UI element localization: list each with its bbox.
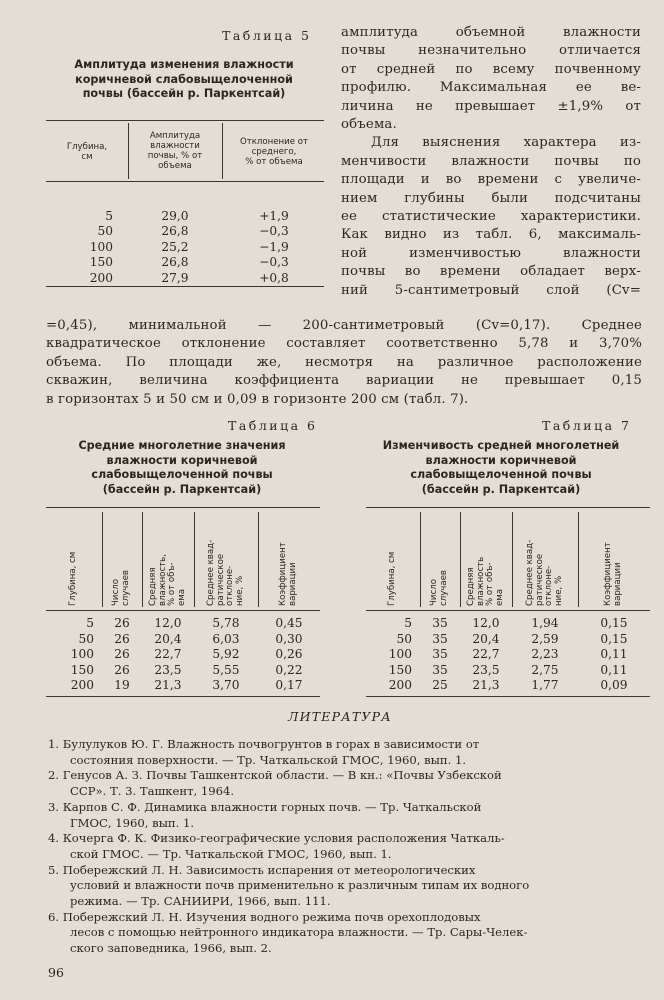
table6-cell: 5 <box>86 616 94 630</box>
table6-cell: 0,26 <box>275 647 303 661</box>
table6-cell: 21,3 <box>154 678 182 692</box>
table7-cell: 0,15 <box>600 616 628 630</box>
table6-cell: 26 <box>114 631 130 646</box>
table6-title: Средние многолетние значения влажности коричневой слабовыщелоченной почвы (бассейн р. Паркентсай) <box>78 439 286 496</box>
table6-cell: 23,5 <box>154 662 182 677</box>
table7-vrule <box>460 512 461 607</box>
table5-cell: +0,8 <box>259 270 289 285</box>
table6-cell: 20,4 <box>154 631 182 646</box>
table7-header-line: % от объ- <box>484 562 495 606</box>
table6-cell: 26 <box>114 616 130 630</box>
table6-header-line: Глубина, см <box>68 551 79 606</box>
table6-cell: 50 <box>78 631 94 646</box>
table6-cell: 0,22 <box>275 662 303 677</box>
table6-cell: 0,45 <box>275 616 303 630</box>
literature-ref-line: 3. Карпов С. Ф. Динамика влажности горных почв. — Тр. Чаткальской <box>48 799 482 814</box>
table7-cell: 35 <box>432 631 448 646</box>
table7-cell: 100 <box>388 647 412 661</box>
table5-header-depth: Глубина, см <box>66 142 108 162</box>
table6-header-line: влажность, <box>157 554 168 606</box>
table5-cell: 25,2 <box>161 239 189 254</box>
literature-ref-line: режима. — Тр. САНИИРИ, 1966, вып. 111. <box>70 894 331 908</box>
table7-cell: 0,11 <box>600 647 628 661</box>
table6-header-col <box>207 540 245 606</box>
table5-cell: 26,8 <box>161 224 189 239</box>
table6-cell: 100 <box>70 647 94 661</box>
table5-cell: −0,3 <box>259 224 289 239</box>
table5-cell: 27,9 <box>161 270 189 285</box>
table7-header-col <box>388 552 398 606</box>
table7-header-line: ратическое <box>534 553 545 606</box>
table6-header-line: % от объ- <box>166 562 177 606</box>
table7-header-col <box>604 542 623 606</box>
table7-header-line: влажность <box>475 556 486 606</box>
table6-header-line: случаев <box>120 570 131 606</box>
table7-cell: 2,59 <box>531 631 559 646</box>
table5-cell: 200 <box>89 270 113 285</box>
literature-ref-line: ского заповедника, 1966, вып. 2. <box>70 941 272 956</box>
literature-ref-line: ГМОС, 1960, вып. 1. <box>70 815 195 830</box>
table5-top-rule <box>46 120 324 121</box>
literature-ref-line: 1. Булулуков Ю. Г. Влажность почвогрунтов в горах в зависимости от <box>48 737 480 751</box>
table6-header-col <box>69 552 79 606</box>
table5-cell: +1,9 <box>259 209 289 223</box>
table7-vrule <box>420 512 421 607</box>
table7-header-line: ема <box>494 588 505 606</box>
table7-header-col <box>526 540 564 606</box>
table7-cell: 20,4 <box>472 631 500 646</box>
literature-ref-line: 2. Генусов А. З. Почвы Ташкентской области. — В кн.: «Почвы Узбекской <box>48 768 502 783</box>
table7-header-line: Среднее квад- <box>524 539 535 606</box>
table7-cell: 0,15 <box>600 631 628 646</box>
literature-ref-line: 4. Кочерга Ф. К. Физико-географические условия расположения Чаткаль- <box>48 831 505 846</box>
table7-header-line: случаев <box>438 570 449 606</box>
literature-ref-line: ССР». Т. 3. Ташкент, 1964. <box>70 784 235 799</box>
table7-cell: 22,7 <box>472 647 500 661</box>
literature-heading: ЛИТЕРАТУРА <box>288 709 392 724</box>
table6-top-rule <box>46 507 320 508</box>
table6-header-line: ема <box>176 588 187 606</box>
table5-cell: 50 <box>97 224 113 239</box>
table5-bottom-rule <box>46 286 324 287</box>
table7-header-line: Глубина, см <box>387 551 398 606</box>
right-column-text: амплитуда объемной влажности почвы незначительно отличается от средней по всему почвенному профилю. Максимальная ее ве- личина не превышает ±1,9% от объема. Для выяснения характера из- менчивости влажности почвы по площади и во времени с увеличе- нием глубины были подсчитаны ее статистические характеристики. Как видно из табл. 6, максималь- ной изменчивостью влажности почвы во времени обладает верх- ний 5-сантиметровый слой (Cv= <box>341 25 641 298</box>
table7-cell: 35 <box>432 647 448 661</box>
table7-header-col <box>467 557 505 606</box>
literature-ref-line: ской ГМОС. — Тр. Чаткальской ГМОС, 1960, вып. 1. <box>70 846 392 861</box>
table6-header-line: ратическое <box>215 553 226 606</box>
table7-cell: 23,5 <box>472 662 500 677</box>
table7-header-line: отклоне- <box>543 565 554 606</box>
table6-cell: 6,03 <box>212 631 240 646</box>
table6-cell: 26 <box>114 662 130 677</box>
table6-vrule <box>142 512 143 607</box>
table5-header-amplitude: Амплитуда влажности почвы, % от объема <box>147 131 203 171</box>
table7-cell: 2,75 <box>531 662 559 677</box>
table6-cell: 200 <box>70 678 94 692</box>
table7-header-line: ние, % <box>553 575 564 606</box>
table6-bottom-rule <box>46 696 320 697</box>
table5-header-deviation: Отклонение от среднего, % от объема <box>239 137 309 167</box>
literature-ref-line: состояния поверхности. — Тр. Чаткальской ГМОС, 1960, вып. 1. <box>70 752 467 767</box>
table6-header-line: Среднее квад- <box>205 539 216 606</box>
table7-header-line: Коэффициент <box>603 542 614 606</box>
table7-cell: 200 <box>388 678 412 692</box>
table5-cell: −0,3 <box>259 255 289 270</box>
table7-header-col <box>430 570 449 606</box>
table6-cell: 3,70 <box>212 678 240 692</box>
table6-vrule <box>258 512 259 607</box>
table6-cell: 19 <box>114 678 130 692</box>
table6-cell: 0,30 <box>275 631 303 646</box>
literature-ref-line: 5. Побережский Л. Н. Зависимость испарения от метеорологических <box>48 862 476 877</box>
table7-cell: 35 <box>432 616 448 630</box>
literature-ref-line: лесов с помощью нейтронного индикатора влажности. — Тр. Сары-Челек- <box>70 925 528 940</box>
table7-cell: 0,11 <box>600 662 628 677</box>
full-width-text: =0,45), минимальной — 200-сантиметровый (Cv=0,17). Среднее квадратическое отклонение составляет соответственно 5,78 и 3,70% объема. По площади же, несмотря на различное расположение скважин, величина коэффициента вариации не превышает 0,15 в горизонтах 5 и 50 см и 0,09 в горизонте 200 см (табл. 7). <box>46 318 642 407</box>
table7-cell: 1,94 <box>531 616 559 630</box>
table5-cell: 26,8 <box>161 255 189 270</box>
table7-header-line: вариации <box>612 562 623 606</box>
table7-cell: 150 <box>388 662 412 677</box>
table6-header-col <box>112 570 131 606</box>
table6-header-col <box>149 554 187 606</box>
table6-cell: 0,17 <box>275 678 303 692</box>
table6-cell: 150 <box>70 662 94 677</box>
table7-cell: 35 <box>432 662 448 677</box>
table7-title: Изменчивость средней многолетней влажности коричневой слабовыщелоченной почвы (бассейн р. Паркентсай) <box>382 439 620 496</box>
table6-header-line: Средняя <box>147 567 158 606</box>
table5-cell: 5 <box>105 209 113 223</box>
table6-caption: Таблица 6 <box>228 418 318 433</box>
table5-cell: −1,9 <box>259 239 289 254</box>
table7-vrule <box>512 512 513 607</box>
table6-cell: 12,0 <box>154 616 182 630</box>
table5-title: Амплитуда изменения влажности коричневой слабовыщелоченной почвы (бассейн р. Паркентсай) <box>74 58 294 100</box>
table7-caption: Таблица 7 <box>542 418 632 433</box>
table5-head-rule <box>46 181 324 182</box>
table5-cell: 100 <box>89 239 113 254</box>
table7-cell: 1,77 <box>531 678 559 692</box>
table7-cell: 50 <box>396 631 412 646</box>
table6-cell: 22,7 <box>154 647 182 661</box>
table6-header-line: ние, % <box>234 575 245 606</box>
table7-top-rule <box>366 507 650 508</box>
table6-header-line: Число <box>111 579 122 606</box>
table6-header-line: отклоне- <box>224 565 235 606</box>
table6-cell: 5,92 <box>212 647 240 661</box>
table6-header-line: Коэффициент <box>278 542 289 606</box>
table6-head-rule <box>46 610 320 611</box>
table7-head-rule <box>366 610 650 611</box>
table7-bottom-rule <box>366 696 650 697</box>
table6-cell: 5,78 <box>212 616 240 630</box>
table5-cell: 29,0 <box>161 209 189 223</box>
table7-cell: 5 <box>404 616 412 630</box>
table7-cell: 2,23 <box>531 647 559 661</box>
table7-header-line: Средняя <box>465 567 476 606</box>
table7-vrule <box>578 512 579 607</box>
table5-cell: 150 <box>89 255 113 270</box>
table6-cell: 26 <box>114 647 130 661</box>
table6-vrule <box>194 512 195 607</box>
table6-header-col <box>279 542 298 606</box>
table7-cell: 25 <box>432 678 448 692</box>
table6-cell: 5,55 <box>212 662 240 677</box>
page-number: 96 <box>48 965 64 980</box>
table6-vrule <box>102 512 103 607</box>
table5-caption: Таблица 5 <box>222 28 312 43</box>
table6-header-line: вариации <box>287 562 298 606</box>
table7-cell: 0,09 <box>600 678 628 692</box>
table7-cell: 12,0 <box>472 616 500 630</box>
table7-cell: 21,3 <box>472 678 500 692</box>
literature-ref-line: 6. Побережский Л. Н. Изучения водного режима почв орехоплодовых <box>48 909 481 924</box>
literature-ref-line: условий и влажности почв применительно к различным типам их водного <box>70 878 530 893</box>
table7-header-line: Число <box>429 579 440 606</box>
